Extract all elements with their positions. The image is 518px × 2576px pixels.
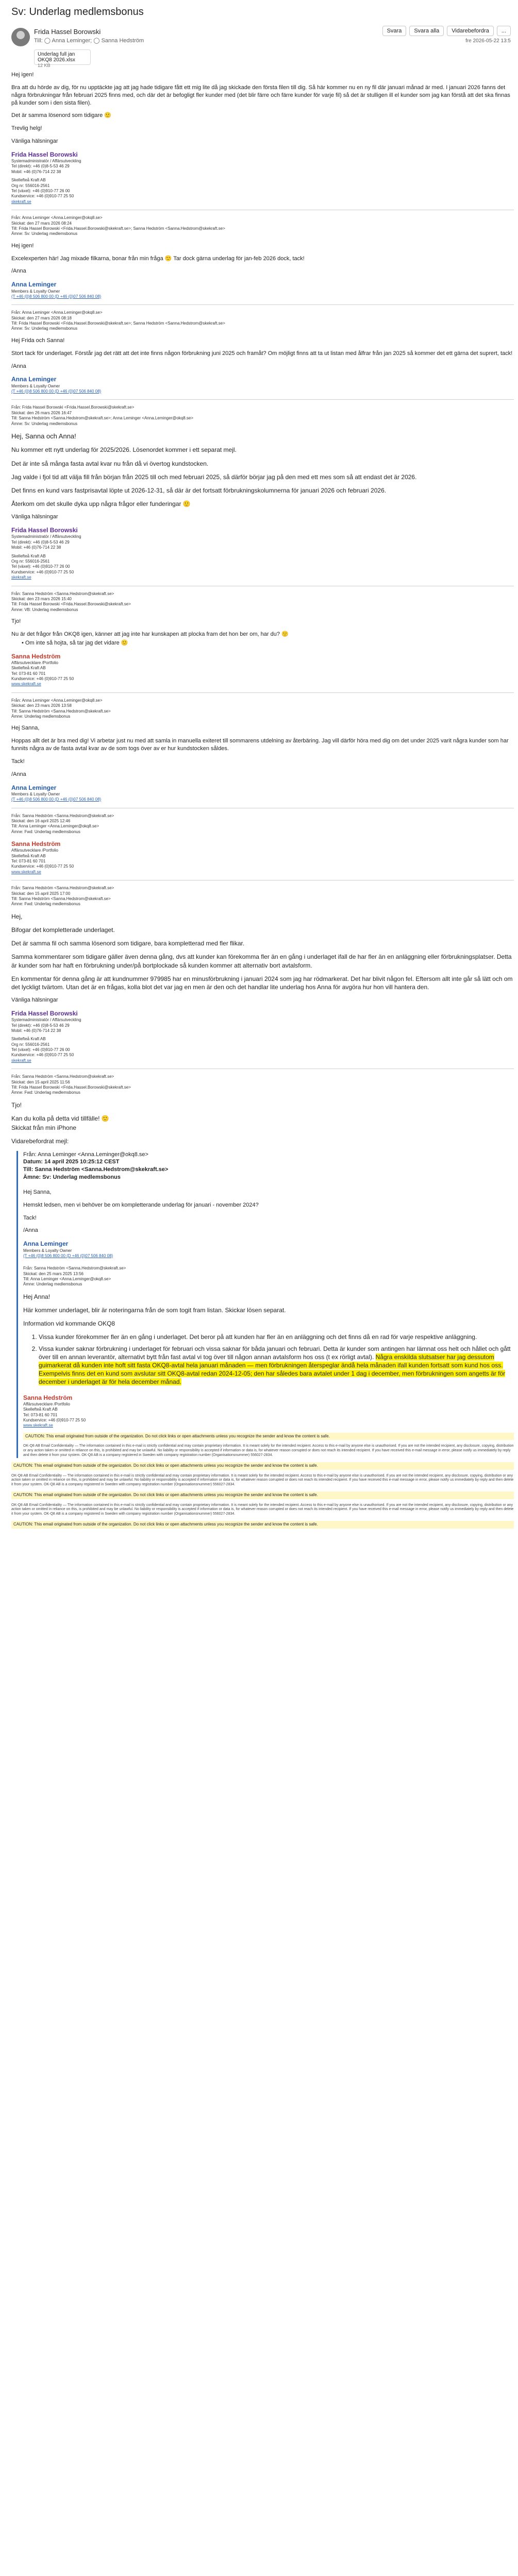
sign-off: /Anna [23, 1227, 38, 1234]
caution-banner: CAUTION: This email originated from outside of the organization. Do not click links or open attachments unless you recognize the sender and know the content is safe. [11, 1462, 514, 1470]
paragraph: Jag valde i fjol tid att välja fill från början från 2025 till och med februari 2025, så därför börjar jag på den med ett mes som så att endast det är 2026. [11, 473, 417, 481]
reply-toolbar [382, 26, 511, 36]
header-subject: Ämne: Sv: Underlag medlemsbonus [11, 231, 78, 236]
fwd-from: Från: Anna Leminger <Anna.Leminger@okq8.se> [23, 1151, 148, 1158]
closing: Vänliga hälsningar [11, 138, 58, 145]
sent-date: fre 2026-05-22 13:5 [465, 38, 511, 44]
signature-frida [11, 526, 514, 580]
closing: Vänliga hälsningar [11, 997, 58, 1004]
disclaimer: OK-Q8 AB Email Confidentiality — The information contained in this e-mail is strictly confidential and may contain proprietary information. It is meant solely for the intended recipient. Access to this e-mail by anyone else is unauthorised. If you are not the intended recipient, any disclosure, copying, distribution or any action taken or omitted in reliance on this, is prohibited and may be unlawful. No liability or responsibility is accepted if information or data is, for whatever reason corrupted or does not reach its intended recipient. If you have received this e-mail message in error, please notify us immediately by reply and then delete it from your system. OK-Q8 AB is a company registered in Sweden with company registration number (Organisationsnummer) 556027-2834. [11, 1503, 514, 1516]
sender-name[interactable]: Frida Hassel Borowski [34, 28, 101, 36]
sig-company: Skellefteå Kraft AB [11, 553, 46, 558]
sig-company: Skellefteå Kraft AB [11, 666, 46, 671]
header-subject: Ämne: Fwd: Underlag medlemsbonus [11, 1090, 80, 1095]
sig-title: Members & Loyalty Owner [11, 791, 60, 796]
attachment-size: 12 KB [38, 63, 51, 68]
signature-sanna [23, 1394, 514, 1429]
paragraph: En kommentar för denna gång är att kundnummer 979985 har en minusförbrukning i januari 2024 som jag har rödmarkerat. Det har blivit någon fel. Eftersom allt inte går så lätt och om det lyckligt tvärtom. Utan det är en frågas, kolla blot det var jag en men är den och det handlar lite underlag hos Anna för avgöra hur hon vill hantera den. [11, 975, 513, 991]
highlighted-text: Några enskilda slutsatser har jag dessutom guimarkerat då kunden inte hoft sitt fasta OKQ8-avtal hela januari månaden — men förbrukningen återspeglar ändå hela månaden ifall kunden fortsatt som kund hos oss. Exempelvis finns det en kund som avslutar sitt OKQ8-avtal redan 2024-12-05; den har således bara avtalet under 1 dag i december, men förbrukningen som angetts är för december i underlaget är för hela december månad. [39, 1353, 506, 1386]
header-to: Till: Frida Hassel Borowski <Frida.Hassel.Borowski@skekraft.se> [11, 602, 131, 607]
sig-switch: Tel (växel): +46 (0)910-77 26 00 [11, 1047, 70, 1053]
header-to: Till: Sanna Hedström <Sanna.Hedstrom@skekraft.se> [11, 896, 111, 902]
paragraph: Det finns en kund vars fastprisavtal löpte ut 2026-12-31, så där är det fortsatt förbrukningskolumnerna för januari 2026 och februari 2026. [11, 487, 387, 495]
more-actions-button[interactable]: ... [497, 26, 511, 36]
bullet-text: Om inte så hojta, så tar jag det vidare 🙂 [25, 639, 128, 646]
paragraph: Det är samma fil och samma lösenord som tidigare, bara kompletterad med fler flikar. [11, 940, 245, 947]
header-to: Till: Sanna Hedström <Sanna.Hedstrom@skekraft.se> [11, 708, 111, 714]
caution-banner: CAUTION: This email originated from outside of the organization. Do not click links or open attachments unless you recognize the sender and know the content is safe. [11, 1521, 514, 1529]
header-subject: Ämne: Underlag medlemsbonus [11, 714, 71, 719]
header-to: Till: Anna Leminger <Anna.Leminger@okq8.se> [23, 1277, 111, 1282]
header-subject: Ämne: Sv: Underlag medlemsbonus [11, 326, 78, 331]
signature-frida [11, 150, 514, 205]
sig-cs: Kundservice: +46 (0)910-77 25 50 [11, 676, 74, 681]
sig-cs: Kundservice: +46 (0)910-77 25 50 [11, 569, 74, 574]
divider [11, 399, 514, 400]
sig-company: Skellefteå Kraft AB [11, 1037, 46, 1042]
sig-name: Anna Leminger [11, 784, 57, 791]
divider [11, 304, 514, 305]
email-subject: Sv: Underlag medlemsbonus [11, 6, 144, 18]
sign-off: /Anna [11, 771, 26, 777]
sig-title: Affärsutvecklare /Portfolio [11, 660, 59, 665]
sig-web-link[interactable]: www.skekraft.se [11, 682, 41, 687]
attachment-card[interactable] [34, 49, 91, 68]
paragraph: Bra att du hörde av dig, för nu upptäckte jag att jag hade tidigare fått ett mig lite då jag skickade den första filen till dig. Så här kommer nu en ny fil där januari månad är med. I januari 2026 fanns det några förbrukningar från februari 2025 finns med, och där det är befogligt fler kunder med (det blir färre och färre kunder för varje fil) så det är stulligen ill el kunder som jag kan förstå att det ska finnas på kunder som i den sista filen). [11, 84, 510, 106]
sig-name: Anna Leminger [23, 1240, 69, 1248]
header-from: Från: Frida Hassel Borowski <Frida.Hassel.Borowski@skekraft.se> [11, 405, 135, 410]
sig-title: Affärsutvecklare /Portfolio [23, 1401, 71, 1406]
paragraph: Vidarebefordrat mejl: [11, 1138, 69, 1145]
sig-org: Org nr: 556016-2561 [11, 558, 50, 564]
bullet: • Om inte så hojta, så tar jag det vidare 🙂 [22, 639, 128, 646]
header-sent: Skickat: den 25 mars 2025 13:56 [23, 1271, 83, 1276]
paragraph: Stort tack för underlaget. Förstår jag det rätt att det inte finns någon förbrukning juni 2025 och framåt? Om möjligt finns att ta ut listan med ålfrar från jan 2025 så kommer det ett gärna det suprert, tack! [11, 350, 513, 357]
greeting: Hej Frida och Sanna! [11, 337, 65, 344]
paragraph: Hoppas allt det är bra med dig! Vi arbetar just nu med att samla in manuella exiteret till sommarens utdelning av återbäring. Jag vill därför höra med dig om det under 2025 varit några kunder som har funnits några av de fasta avtal kvar av de som togs över av er hur kundstocken såldes. [11, 738, 509, 752]
sig-org: Org nr: 556016-2561 [11, 1042, 50, 1047]
paragraph: Tack! [11, 758, 25, 765]
fwd-date: Datum: 14 april 2025 10:25:12 CEST [23, 1159, 120, 1165]
paragraph: Det är inte så många fasta avtal kvar nu från då vi övertog kundstocken. [11, 460, 209, 467]
header-sent: Skickat: den 27 mars 2026 08:18 [11, 315, 72, 320]
divider [11, 692, 514, 693]
paragraph: Excelexperten här! Jag mixade filkarna, bonar från min fråga 🙂 Tar dock gärna underlag för jan-feb 2026 dock, tack! [11, 255, 305, 262]
header-sent: Skickat: den 23 mars 2026 13:58 [11, 703, 72, 708]
header-to: Till: Frida Hassel Borowski <Frida.Hassel.Borowski@skekraft.se>; Sanna Hedström <Sanna.Hedstrom@skekraft.se> [11, 321, 225, 326]
sig-phone: Tel: 073-81 60 701 [11, 671, 46, 676]
header-to: Till: Frida Hassel Borowski <Frida.Hassel.Borowski@skekraft.se>; Sanna Hedström <Sanna.Hedstrom@skekraft.se> [11, 226, 225, 231]
header-to: Till: Sanna Hedström <Sanna.Hedstrom@skekraft.se>; Anna Leminger <Anna.Leminger@okq8.se> [11, 416, 194, 421]
paragraph: Nu är det frågor från OKQ8 igen, känner att jag inte har kunskapen att plocka fram det hon ber om, har du? 🙂 [11, 631, 289, 637]
sig-phone[interactable]: (T +46 (0)8 506 800 00 (D +46 (0)07 506 840 08) [11, 294, 102, 299]
header-from: Från: Anna Leminger <Anna.Leminger@okq8.se> [11, 215, 103, 221]
sig-switch: Tel (växel): +46 (0)910-77 26 00 [11, 564, 70, 569]
greeting: Hej igen! [11, 72, 34, 78]
greeting: Tjo! [11, 1101, 22, 1109]
sig-name: Sanna Hedström [11, 840, 61, 848]
sig-cs: Kundservice: +46 (0)910-77 25 50 [11, 194, 74, 199]
sig-company: Skellefteå Kraft AB [11, 853, 46, 858]
sig-phone: Tel: 073-81 60 701 [23, 1412, 58, 1417]
header-from: Från: Sanna Hedström <Sanna.Hedstrom@skekraft.se> [23, 1266, 126, 1271]
disclaimer: OK-Q8 AB Email Confidentiality — The information contained in this e-mail is strictly confidential and may contain proprietary information. It is meant solely for the intended recipient. Access to this e-mail by anyone else is unauthorised. If you are not the intended recipient, any disclosure, copying, distribution or any action taken or omitted in reliance on this, is prohibited and may be unlawful. No liability or responsibility is accepted if information or data is, for whatever reason corrupted or does not reach its intended recipient. If you have received this e-mail message in error, please notify us immediately by reply and then delete it from your system. OK-Q8 AB is a company registered in Sweden with company registration number (Organisationsnummer) 556027-2834. [11, 1473, 514, 1487]
sig-phone: Tel (direkt): +46 (0)8-5-53 46 29 [11, 164, 70, 169]
sig-phone: Tel (direkt): +46 (0)8-5-53 46 29 [11, 1023, 70, 1028]
paragraph: Här kommer underlaget, blir är noteringarna från de som togit fram listan. Skickar lösen separat. [23, 1307, 286, 1314]
sig-phone[interactable]: (T +46 (0)8 506 800 00 (D +46 (0)07 506 840 08) [11, 388, 102, 394]
sig-phone: Tel (direkt): +46 (0)8-5-53 46 29 [11, 539, 70, 545]
header-from: Från: Sanna Hedström <Sanna.Hedstrom@skekraft.se> [11, 886, 114, 891]
sig-title: Members & Loyalty Owner [23, 1248, 72, 1253]
forwarded-message [16, 1151, 514, 1458]
header-from: Från: Sanna Hedström <Sanna.Hedstrom@skekraft.se> [11, 1074, 114, 1079]
header-to: Till: Anna Leminger <Anna.Leminger@okq8.se> [11, 824, 99, 829]
email-body [11, 71, 514, 1533]
sig-org: Org nr: 556016-2561 [11, 183, 50, 188]
list-item-text: Vissa kunder saknar förbrukning i underlaget för februari och vissa saknar för båda januari och februari. Detta är kunder som antingen har lämnat oss helt och hållet och gått över till en annan leverantör, alternativt bytt från fast avtal vi tog över till någon annan avtalsform hos oss (t ex rörligt avtal). [39, 1345, 511, 1361]
header-from: Från: Anna Leminger <Anna.Leminger@okq8.se> [11, 310, 103, 315]
reply-all-button[interactable]: Svara alla [409, 26, 444, 36]
fwd-subject: Ämne: Sv: Underlag medlemsbonus [23, 1174, 121, 1181]
paragraph: Skickat från min iPhone [11, 1124, 77, 1132]
attachment-name: Underlag full jan OKQ8 2026.xlsx [38, 52, 75, 63]
sig-mobile: Mobil: +46 (0)76-714 22 38 [11, 169, 61, 174]
sig-company: Skellefteå Kraft AB [11, 178, 46, 183]
header-sent: Skickat: den 26 mars 2026 16:47 [11, 410, 72, 415]
greeting: Hej Sanna, [11, 725, 40, 732]
sig-mobile: Mobil: +46 (0)76-714 22 38 [11, 1028, 61, 1033]
header-sent: Skickat: den 15 april 2025 17:00 [11, 891, 71, 896]
sig-phone: Tel: 073-81 60 701 [11, 859, 46, 864]
sig-name: Frida Hassel Borowski [11, 150, 78, 158]
sig-company: Skellefteå Kraft AB [23, 1407, 58, 1412]
greeting: Hej Anna! [23, 1293, 51, 1300]
header-to: Till: Frida Hassel Borowski <Frida.Hassel.Borowski@skekraft.se> [11, 1085, 131, 1090]
header-subject: Ämne: VB: Underlag medlemsbonus [11, 607, 78, 612]
sig-name: Sanna Hedström [23, 1394, 73, 1401]
sig-web-link[interactable]: skekraft.se [11, 575, 31, 580]
forward-button[interactable]: Vidarebefordra [447, 26, 494, 36]
sig-name: Frida Hassel Borowski [11, 527, 78, 534]
paragraph: Nu kommer ett nytt underlag för 2025/2026. Lösenordet kommer i ett separat mejl. [11, 446, 237, 454]
header-subject: Ämne: Fwd: Underlag medlemsbonus [11, 829, 80, 834]
signature-frida [11, 1009, 514, 1063]
paragraph: Bifogar det kompletterade underlaget. [11, 926, 115, 934]
sender-avatar[interactable] [11, 28, 30, 46]
paragraph: Det är samma lösenord som tidigare 🙂 [11, 112, 112, 119]
paragraph: Tack! [23, 1214, 37, 1221]
header-from: Från: Sanna Hedström <Sanna.Hedstrom@skekraft.se> [11, 813, 114, 818]
sig-phone[interactable]: (T +46 (0)8 506 800 00 (D +46 (0)07 506 840 08) [23, 1253, 113, 1258]
greeting: Hej, [11, 912, 23, 920]
closing: Vänliga hälsningar [11, 514, 58, 520]
sig-web-link[interactable]: skekraft.se [11, 1058, 31, 1063]
header-sent: Skickat: den 15 april 2025 11:56 [11, 1079, 70, 1084]
sign-off: /Anna [11, 268, 26, 275]
sig-title: Systemadministratör / Affärsutveckling [11, 534, 81, 539]
sig-web-link[interactable]: www.skekraft.se [23, 1423, 53, 1428]
disclaimer: OK-Q8 AB Email Confidentiality — The information contained in this e-mail is strictly confidential and may contain proprietary information. It is meant solely for the intended recipient. Access to this e-mail by anyone else is unauthorised. If you are not the intended recipient, any disclosure, copying, distribution or any action taken or omitted in reliance on this, is prohibited and may be unlawful. No liability or responsibility is accepted if information or data is, for whatever reason corrupted or does not reach its intended recipient. If you have received this e-mail message in error, please notify us immediately by reply and then delete it from your system. OK-Q8 AB is a company registered in Sweden with company registration number (Organisationsnummer) 556027-2834. [23, 1444, 514, 1457]
header-sent: Skickat: den 23 mars 2026 15:40 [11, 596, 72, 601]
header-from: Från: Sanna Hedström <Sanna.Hedstrom@skekraft.se> [11, 591, 114, 596]
sig-title: Systemadministratör / Affärsutveckling [11, 159, 81, 164]
greeting: Hej Sanna, [23, 1189, 52, 1195]
header-sent: Skickat: den 27 mars 2026 08:24 [11, 221, 72, 226]
greeting: Hej igen! [11, 242, 34, 249]
list-item [39, 1345, 514, 1386]
sig-title: Members & Loyalty Owner [11, 289, 60, 294]
info-title: Information vid kommande OKQ8 [23, 1320, 115, 1328]
sig-switch: Tel (växel): +46 (0)910-77 26 00 [11, 189, 70, 194]
header-subject: Ämne: Fwd: Underlag medlemsbonus [11, 902, 80, 907]
greeting: Hej, Sanna och Anna! [11, 432, 76, 440]
caution-banner: CAUTION: This email originated from outside of the organization. Do not click links or open attachments unless you recognize the sender and know the content is safe. [23, 1433, 514, 1440]
sig-web-link[interactable]: skekraft.se [11, 199, 31, 204]
paragraph: Samma kommentarer som tidigare gäller även denna gång, dvs att kunder kan förekomma fler än en gång i underlaget ifall de har fler än en anläggning eller förbrukningsplatser. Detta är kunder som har haft en förbrukning under/på bortplockade så kunden kommer att alternativ bort avtalsform. [11, 953, 512, 969]
sig-mobile: Mobil: +46 (0)76-714 22 38 [11, 545, 61, 550]
sig-cs: Kundservice: +46 (0)910-77 25 50 [11, 1053, 74, 1058]
sig-phone[interactable]: (T +46 (0)8 506 800 00 (D +46 (0)07 506 840 08) [11, 797, 102, 802]
sig-title: Affärsutvecklare /Portfolio [11, 848, 59, 853]
sig-title: Systemadministratör / Affärsutveckling [11, 1018, 81, 1023]
reply-button[interactable]: Svara [382, 26, 407, 36]
recipients[interactable]: Till: ◯ Anna Leminger; ◯ Sanna Hedström [34, 38, 144, 44]
sig-name: Frida Hassel Borowski [11, 1009, 78, 1017]
fwd-to: Till: Sanna Hedström <Sanna.Hedstrom@skekraft.se> [23, 1166, 169, 1173]
paragraph: Hemskt ledsen, men vi behöver be om kompletterande underlag för januari - november 2024? [23, 1201, 259, 1208]
sig-cs: Kundservice: +46 (0)910-77 25 50 [23, 1417, 86, 1422]
sig-title: Members & Loyalty Owner [11, 383, 60, 388]
info-list [23, 1333, 514, 1386]
header-from: Från: Anna Leminger <Anna.Leminger@okq8.se> [11, 698, 103, 703]
caution-banner: CAUTION: This email originated from outside of the organization. Do not click links or open attachments unless you recognize the sender and know the content is safe. [11, 1492, 514, 1499]
sig-cs: Kundservice: +46 (0)910-77 25 50 [11, 864, 74, 869]
sign-off: /Anna [11, 363, 26, 369]
header-subject: Ämne: Underlag medlemsbonus [23, 1282, 82, 1287]
paragraph: Kan du kolla på detta vid tillfälle! 🙂 [11, 1115, 109, 1123]
greeting: Tjo! [11, 618, 21, 625]
sig-name: Sanna Hedström [11, 652, 61, 660]
sig-name: Anna Leminger [11, 376, 57, 383]
paragraph: Återkom om det skulle dyka upp några frågor eller funderingar 🙂 [11, 500, 191, 508]
sig-name: Anna Leminger [11, 281, 57, 289]
paragraph: Trevlig helg! [11, 125, 42, 132]
list-item: 1. Vissa kunder förekommer fler än en gång i underlaget. Det beror på att kunden har fler än en anläggning och det finns då en rad för varje respektive anläggning. [39, 1333, 514, 1341]
header-subject: Ämne: Sv: Underlag medlemsbonus [11, 421, 78, 426]
sig-web-link[interactable]: www.skekraft.se [11, 869, 41, 874]
header-sent: Skickat: den 16 april 2025 12:46 [11, 818, 71, 823]
